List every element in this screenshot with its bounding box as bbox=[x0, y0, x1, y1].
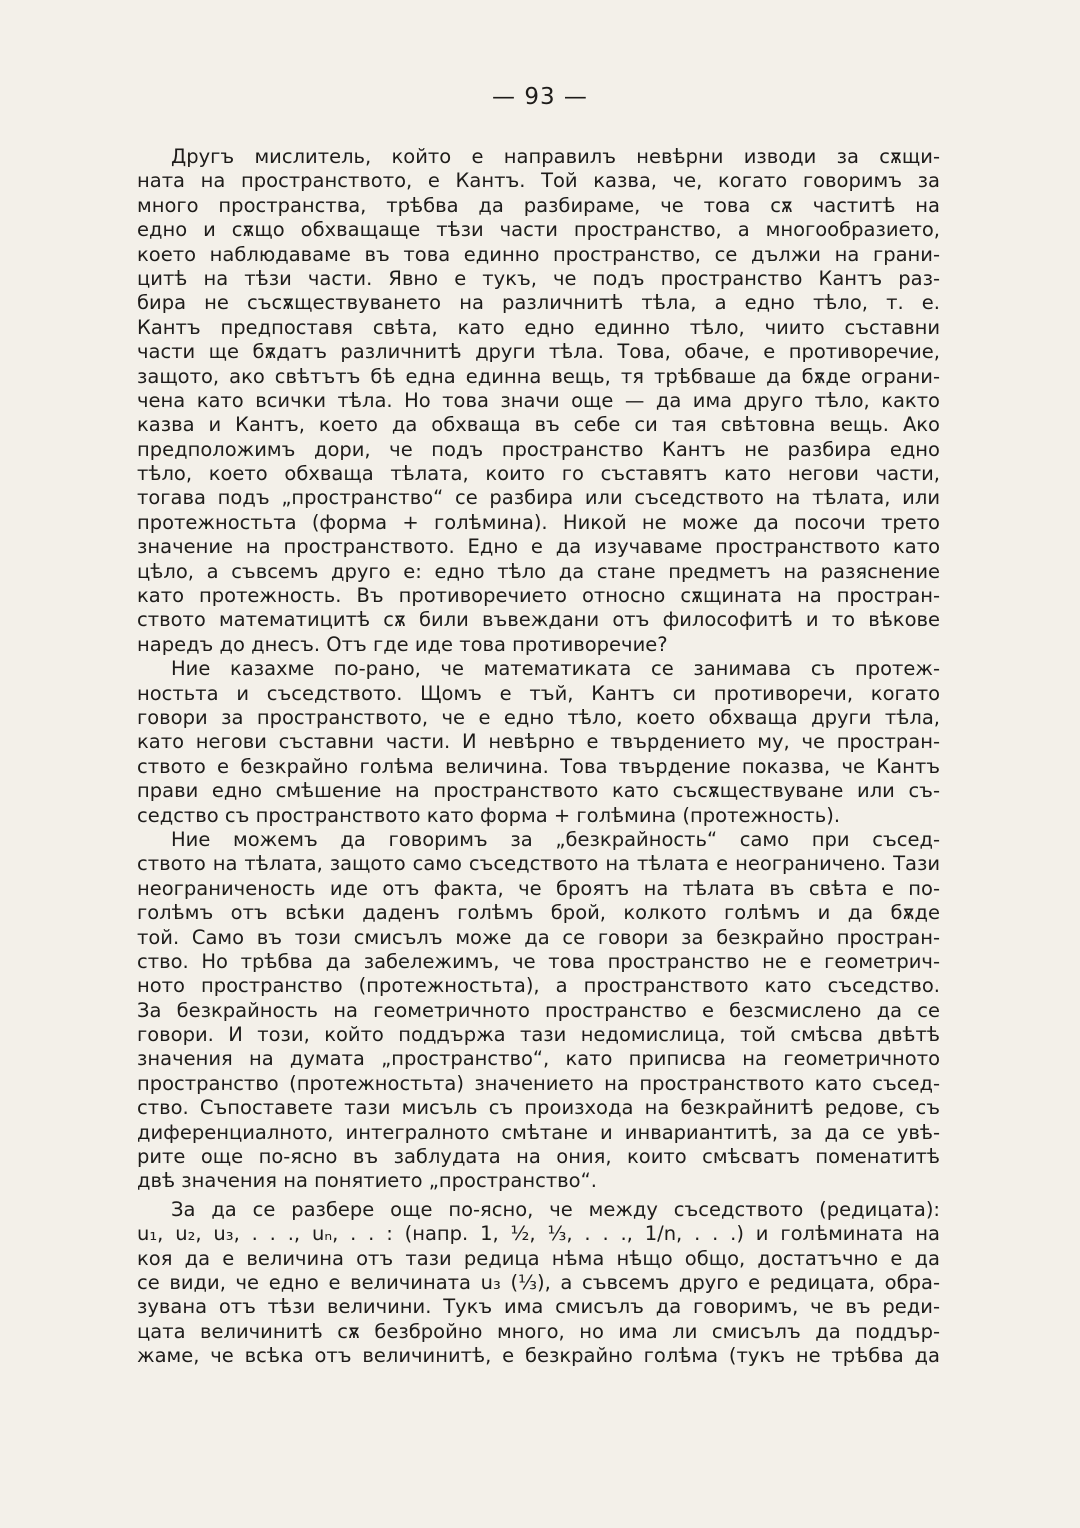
text-line: тогава подъ „пространство“ се разбира или съседството на тѣлата, или bbox=[137, 486, 940, 510]
text-line: бира не съсѫществуването на различнитѣ тѣла, а едно тѣло, т. е. bbox=[137, 291, 940, 315]
text-line: протежностьта (форма + голѣмина). Никой не може да посочи трето bbox=[137, 510, 940, 534]
text-line: едно и сѫщо обхващаще тѣзи части пространство, а многообразието, bbox=[137, 218, 940, 242]
text-line: защото, ако свѣтътъ бѣ една единна вещь, тя трѣбваше да бѫде ограни- bbox=[137, 364, 940, 388]
text-line: жаме, че всѣка отъ величинитѣ, е безкрайно голѣма (тукъ не трѣбва да bbox=[137, 1344, 940, 1368]
text-line: казва и Кантъ, което да обхваща въ себе си тая свѣтовна вещь. Ако bbox=[137, 413, 940, 437]
text-line: ство. Съпоставете тази мисъль съ произхода на безкрайнитѣ редове, съ bbox=[137, 1096, 940, 1120]
text-line: цата величинитѣ сѫ безбройно много, но има ли смисълъ да поддър- bbox=[137, 1319, 940, 1343]
text-line: неограниченость иде отъ факта, че броятъ на тѣлата въ свѣта е по- bbox=[137, 876, 940, 900]
text-line: тѣло, което обхваща тѣлата, които го съставятъ като негови части, bbox=[137, 462, 940, 486]
body-text bbox=[137, 145, 940, 1369]
text-line: ство. Но трѣбва да забележимъ, че това пространство не е геометрич- bbox=[137, 949, 940, 973]
text-line: u₁, u₂, u₃, . . ., uₙ, . . : (напр. 1, ½, ⅓, . . ., 1/n, . . .) и голѣмината на bbox=[137, 1222, 940, 1246]
text-line: ството е безкрайно голѣма величина. Това твърдение показва, че Кантъ bbox=[137, 754, 940, 778]
text-line: диференциалното, интегралното смѣтане и инвариантитѣ, за да се увѣ- bbox=[137, 1120, 940, 1144]
text-line: което наблюдаваме въ това единно пространство, се дължи на грани- bbox=[137, 242, 940, 266]
text-line: За да се разбере още по-ясно, че между съседството (редицата): bbox=[171, 1197, 940, 1221]
text-line: цитѣ на тѣзи части. Явно е тукъ, че подъ пространство Кантъ раз- bbox=[137, 266, 940, 290]
text-line: рите още по-ясно въ заблудата на ония, които смѣсватъ поменатитѣ bbox=[137, 1145, 940, 1169]
text-line: За безкрайность на геометричното пространство е безсмислено да се bbox=[137, 998, 940, 1022]
text-line: като протежность. Въ противоречието относно сѫщината на простран- bbox=[137, 584, 940, 608]
text-line: Ние можемъ да говоримъ за „безкрайность“ само при съсед- bbox=[171, 827, 940, 851]
text-line: ната на пространството, е Кантъ. Той казва, че, когато говоримъ за bbox=[137, 169, 940, 193]
text-line: пространство (протежностьта) значението на пространството като съсед- bbox=[137, 1071, 940, 1095]
text-line: коя да е величина отъ тази редица нѣма нѣщо общо, достатъчно е да bbox=[137, 1246, 940, 1270]
text-line: предположимъ дори, че подъ пространство Кантъ не разбира едно bbox=[137, 437, 940, 461]
text-line: като негови съставни части. И невѣрно е твърдението му, че простран- bbox=[137, 730, 940, 754]
text-line: значения на думата „пространство“, като приписва на геометричното bbox=[137, 1047, 940, 1071]
page-number: — 93 — bbox=[492, 84, 588, 110]
text-line: части ще бѫдатъ различнитѣ други тѣла. Това, обаче, е противоречие, bbox=[137, 340, 940, 364]
text-line: прави едно смѣшение на пространството като съсѫществуване или съ- bbox=[137, 779, 940, 803]
text-line: значение на пространството. Едно е да изучаваме пространството като bbox=[137, 535, 940, 559]
text-line: се види, че едно е величината u₃ (⅓), а съвсемъ друго е редицата, обра- bbox=[137, 1270, 940, 1294]
text-line: говори. И този, който поддържа тази недомислица, той смѣсва двѣтѣ bbox=[137, 1023, 940, 1047]
text-line: той. Само въ този смисълъ може да се говори за безкрайно простран- bbox=[137, 925, 940, 949]
text-line: чена като всички тѣла. Но това значи още — да има друго тѣло, както bbox=[137, 388, 940, 412]
text-line: Кантъ предпоставя свѣта, като едно единно тѣло, чиито съставни bbox=[137, 315, 940, 339]
text-line: ството математицитѣ сѫ били въвеждани отъ философитѣ и то вѣкове bbox=[137, 608, 940, 632]
text-line: голѣмъ отъ всѣки даденъ голѣмъ брой, колкото голѣмъ и да бѫде bbox=[137, 901, 940, 925]
text-line: цѣло, а съвсемъ друго е: едно тѣло да стане предметъ на разяснение bbox=[137, 559, 940, 583]
text-line: говори за пространството, че е едно тѣло, което обхваща други тѣла, bbox=[137, 705, 940, 729]
text-line: седство съ пространството като форма + голѣмина (протежность). bbox=[137, 803, 841, 827]
text-line: двѣ значения на понятието „пространство“. bbox=[137, 1169, 597, 1193]
text-line: наредъ до днесъ. Отъ где иде това противоречие? bbox=[137, 632, 668, 656]
text-line: зувана отъ тѣзи величини. Тукъ има смисълъ да говоримъ, че въ реди- bbox=[137, 1295, 940, 1319]
text-line: Другъ мислитель, който е направилъ невѣрни изводи за сѫщи- bbox=[171, 145, 940, 168]
text-line: Ние казахме по-рано, че математиката се занимава съ протеж- bbox=[171, 657, 940, 681]
text-line: ството на тѣлата, защото само съседството на тѣлата е неограничено. Тази bbox=[137, 852, 940, 876]
text-line: ностьта и съседството. Щомъ е тъй, Кантъ си противоречи, когато bbox=[137, 681, 940, 705]
text-line: ното пространство (протежностьта), а пространството като съседство. bbox=[137, 974, 940, 998]
text-line: много пространства, трѣбва да разбираме, че това сѫ частитѣ на bbox=[137, 193, 940, 217]
